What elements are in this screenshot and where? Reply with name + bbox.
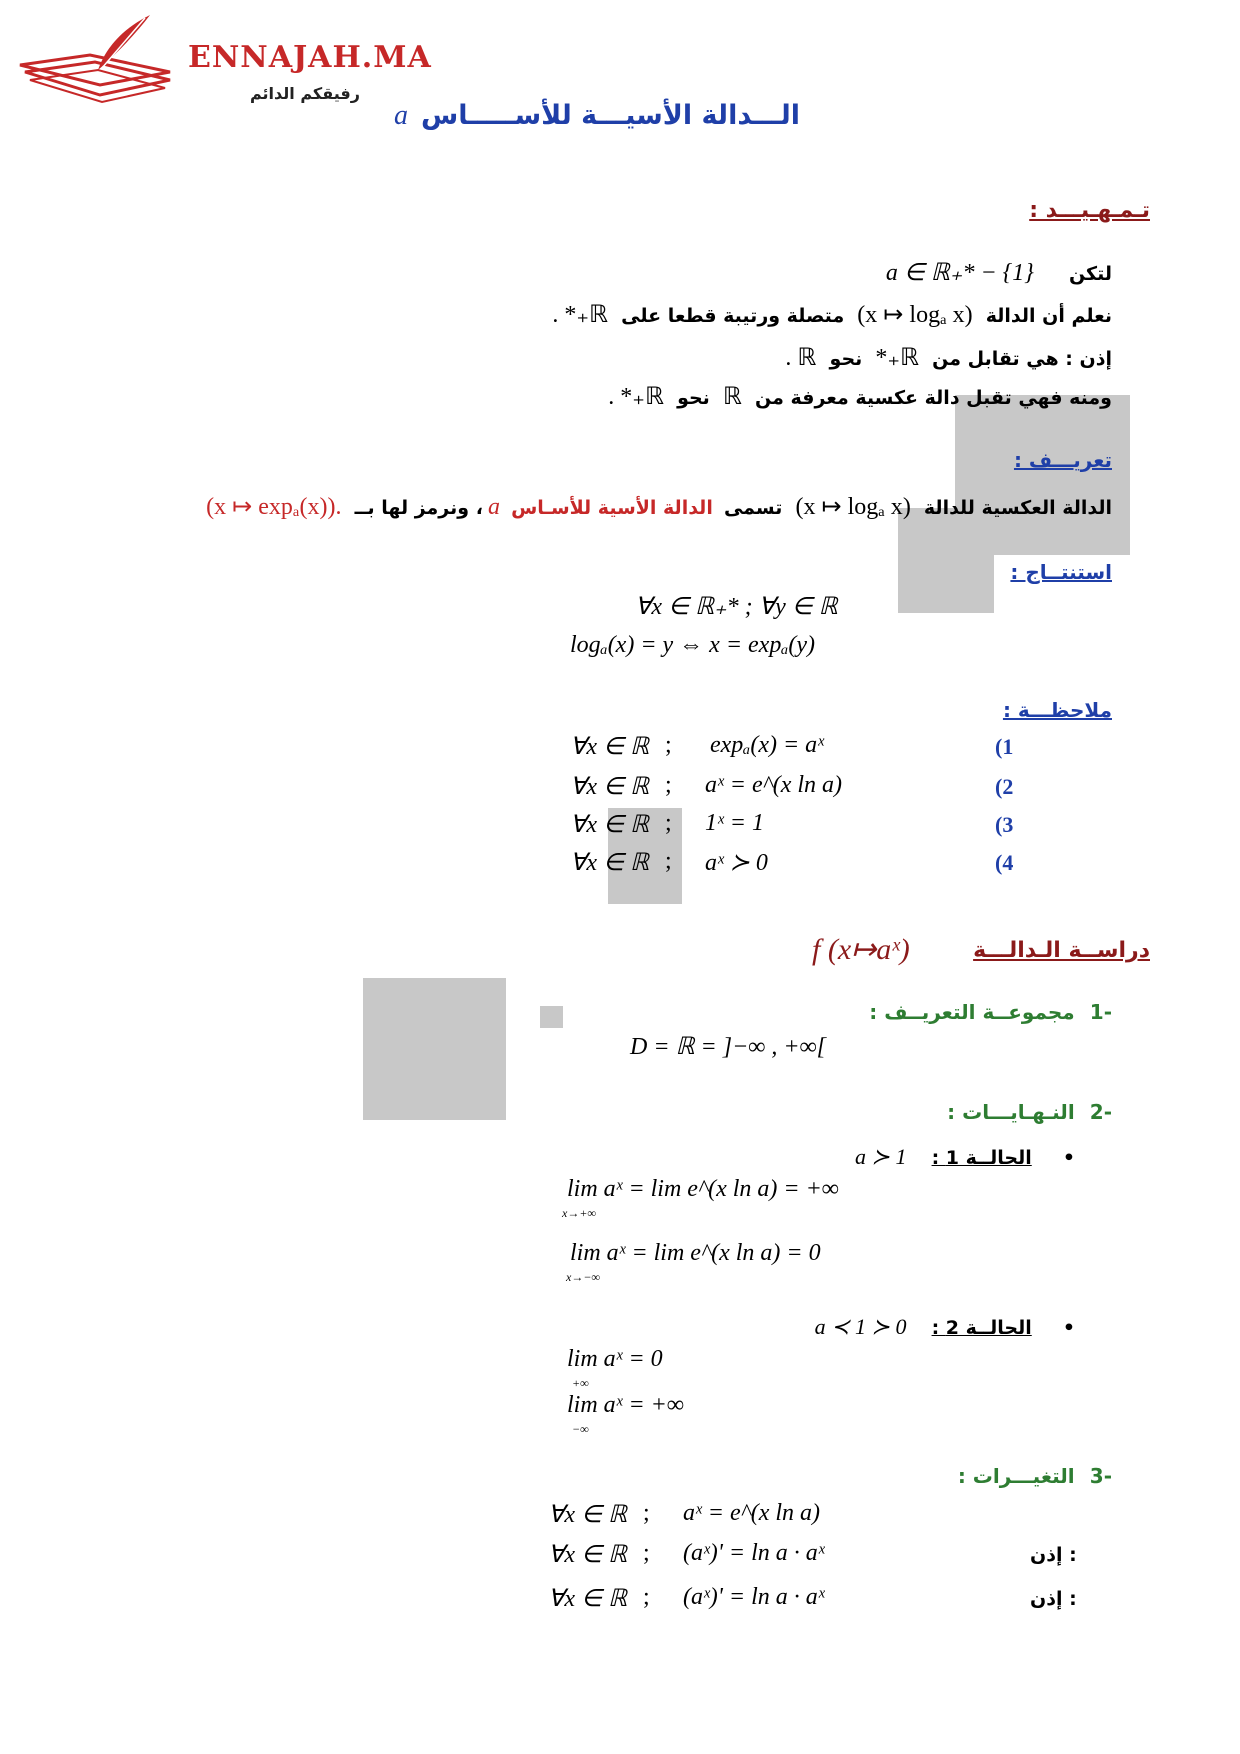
variations-line-2 [548,1540,998,1572]
limits-case2-line2-sub: −∞ [572,1422,589,1436]
variations-line3-prefix: إذن : [1030,1588,1077,1610]
limits-title: النـهـايـــات : [947,1100,1075,1124]
definition-text-mid: تسمى [723,497,783,519]
page-title [200,100,800,132]
limits-case2-label: الحالــة 2 : [931,1317,1032,1339]
remark-number: (1 [995,734,1014,759]
remark-sep: ; [665,848,672,874]
limits-case1-line2-sub: x→−∞ [566,1270,600,1284]
limits-label: -2 [1089,1100,1112,1124]
definition-math-log: (x ↦ logₐ x) [795,494,911,520]
domain-label: -1 [1089,1000,1112,1024]
variations-title: التغيـــرات : [957,1464,1075,1488]
gray-box-4 [363,978,506,1120]
remark-item [570,772,1020,804]
limits-case1-line2: lim aˣ = lim e^(x ln a) = 0 [570,1240,821,1266]
conclusion-heading: استنتــاج : [1010,560,1112,584]
intro-line4-mid: نحو [677,387,710,409]
domain-heading [812,1000,1112,1024]
remark-item [570,810,1020,842]
remark-quant: ∀x ∈ ℝ [570,850,649,876]
study-heading: دراســة الـدالـــة [973,938,1150,963]
variations-line3-quant: ∀x ∈ ℝ [548,1586,627,1612]
remark-expr: aˣ = e^(x ln a) [705,772,843,798]
variations-label: -3 [1089,1464,1112,1488]
definition-highlight: الدالة الأسية للأسـاس [511,497,713,519]
variations-line3-sep: ; [643,1584,650,1610]
remark-sep: ; [665,732,672,758]
gray-box-5 [540,1006,563,1028]
domain-math: D = ℝ = ]−∞ , +∞[ [630,1034,827,1060]
intro-let-math: a ∈ ℝ₊* − {1} [885,260,1034,286]
definition-line [152,492,1112,521]
limits-heading [812,1100,1112,1124]
definition-text-end: ، ونرمز لها بــ [354,497,483,519]
variations-line2-quant: ∀x ∈ ℝ [548,1542,627,1568]
limits-case1-bullet: • [1062,1147,1075,1169]
intro-line2-set: ℝ₊* . [552,302,609,328]
gray-box-2 [898,508,994,613]
page-title-text: الـــدالة الأسيـــة للأســـــاس [421,100,800,131]
domain-title: مجموعــة التعريــف : [869,1000,1075,1024]
definition-highlight-symbol: a [488,494,500,520]
remark-quant: ∀x ∈ ℝ [570,774,649,800]
remark-heading: ملاحظـــة : [1002,698,1112,722]
intro-line-3 [612,343,1112,372]
limits-case1-label: الحالــة 1 : [931,1147,1032,1169]
limits-case1-header [775,1144,1075,1170]
limits-case2-cond: 0 ≺ a ≺ 1 [814,1314,907,1339]
limits-case1-cond: a ≻ 1 [855,1144,907,1169]
limits-case1-line1-sub: x→+∞ [562,1206,596,1220]
limits-case2-line1: lim aˣ = 0 [567,1346,663,1372]
intro-line3-to: ℝ . [785,345,817,371]
conclusion-quantifier: ∀x ∈ ℝ₊* ; ∀y ∈ ℝ [635,594,838,620]
intro-let-line [712,258,1112,287]
intro-line-2 [412,300,1112,329]
remark-sep: ; [665,772,672,798]
study-function: f (x↦aˣ) [812,933,910,966]
intro-line2-end: متصلة ورتيبة قطعا على [621,305,845,327]
limits-case2-bullet: • [1062,1317,1075,1339]
limits-case1-line1: lim aˣ = lim e^(x ln a) = +∞ [567,1176,839,1202]
intro-line4-to: ℝ₊* . [608,384,664,410]
variations-line2-sep: ; [643,1540,650,1566]
intro-line2-math: (x ↦ logₐ x) [857,302,973,328]
intro-line4-from: ℝ [722,384,742,410]
limits-case2-header [755,1314,1075,1340]
conclusion-equivalence: logₐ(x) = y ⇔ x = expₐ(y) [570,632,815,658]
remark-number: (2 [995,774,1014,799]
variations-line-3 [548,1584,998,1616]
definition-math-exp: .(x ↦ expₐ(x)) [206,494,342,520]
intro-line2-start: نعلم أن الدالة [985,305,1112,327]
remark-sep: ; [665,810,672,836]
variations-line1-quant: ∀x ∈ ℝ [548,1502,627,1528]
intro-line3-mid: نحو [829,348,863,370]
remark-expr: expₐ(x) = aˣ [710,732,824,758]
page-title-symbol: a [393,100,408,131]
remark-expr: 1ˣ = 1 [705,810,764,836]
variations-line2-prefix: إذن : [1030,1544,1077,1566]
variations-line3-expr: (aˣ)' = ln a · aˣ [683,1584,825,1610]
remark-quant: ∀x ∈ ℝ [570,812,649,838]
logo-brand: ENNAJAH.MA [188,40,432,75]
logo-book-quill-icon [10,10,180,105]
variations-line-1 [548,1500,998,1532]
definition-text-start: الدالة العكسية للدالة [923,497,1112,519]
intro-let-label: لتكن [1068,263,1112,285]
intro-line3-from: ℝ₊* [875,345,920,371]
remark-item [570,848,1020,880]
variations-heading [812,1464,1112,1488]
remark-quant: ∀x ∈ ℝ [570,734,649,760]
remark-number: (4 [995,850,1014,875]
definition-heading: تعريـــف : [1013,448,1112,472]
intro-line3-start: إذن : هي تقابل من [932,348,1112,370]
remark-expr: aˣ ≻ 0 [705,850,768,876]
variations-line1-expr: aˣ = e^(x ln a) [683,1500,821,1526]
limits-case2-line2: lim aˣ = +∞ [567,1392,684,1418]
logo [10,10,432,105]
logo-tagline: رفيقكم الدائم [250,84,360,103]
intro-line4-start: ومنه فهي تقبل دالة عكسية معرفة من [755,387,1112,409]
intro-heading: تـمـهـيـــد : [1029,198,1150,223]
remark-number: (3 [995,812,1014,837]
variations-line1-sep: ; [643,1500,650,1526]
remark-item [570,732,1020,764]
variations-line2-expr: (aˣ)' = ln a · aˣ [683,1540,825,1566]
limits-case2-line1-sub: +∞ [572,1376,589,1390]
intro-line-4 [412,382,1112,411]
